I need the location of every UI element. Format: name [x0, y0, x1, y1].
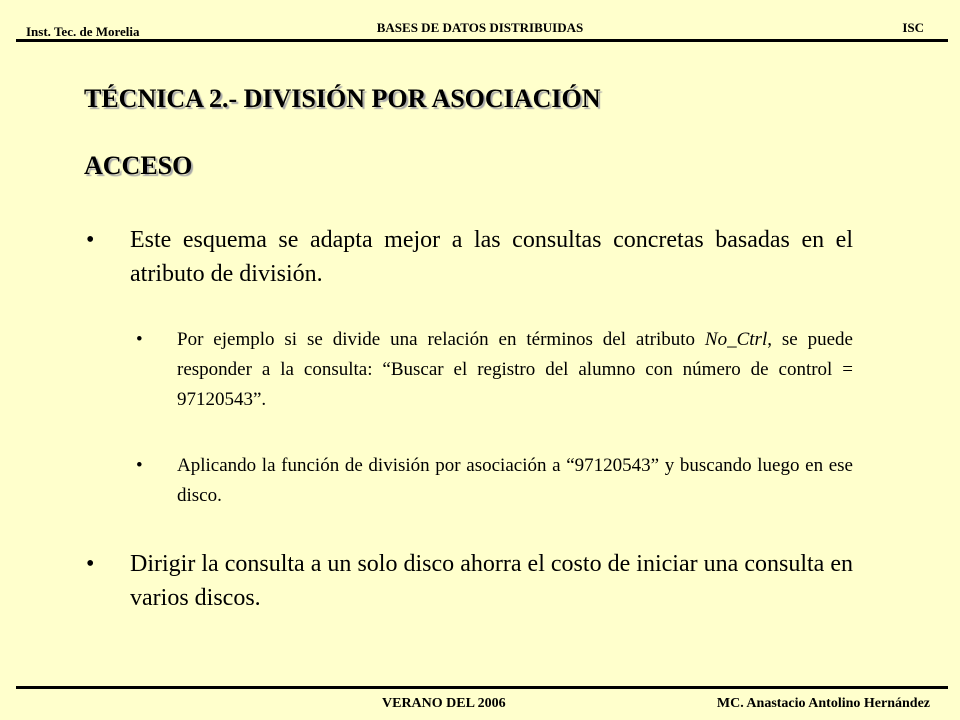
sub-bullet-marker: •	[136, 329, 143, 350]
bullet-marker: •	[86, 551, 95, 577]
bullet-text-1: Este esquema se adapta mejor a las consultas concretas basadas en el atributo de división.	[130, 227, 853, 287]
bullet-text-2: Dirigir la consulta a un solo disco ahorra el costo de iniciar una consulta en varios discos.	[130, 551, 853, 611]
sub-bullet-marker: •	[136, 455, 143, 476]
attribute-name: No_Ctrl	[704, 329, 768, 350]
sub-bullet-text-1-post: , se puede responder a la consulta: “Buscar el registro del alumno con número de control = 97120543”.	[177, 329, 853, 410]
sub-bullet-text-1-pre: Por ejemplo si se divide una relación en términos del atributo	[177, 329, 705, 350]
bullet-marker: •	[86, 227, 95, 253]
header-divider	[16, 39, 948, 42]
slide-title: TÉCNICA 2.- DIVISIÓN POR ASOCIACIÓN	[84, 84, 601, 113]
header-institution: Inst. Tec. de Morelia	[26, 24, 140, 39]
header-program: ISC	[902, 20, 924, 35]
sub-bullet-text-2: Aplicando la función de división por asociación a “97120543” y buscando luego en ese disco.	[177, 455, 853, 506]
footer-term: VERANO DEL 2006	[382, 696, 506, 711]
header-course: BASES DE DATOS DISTRIBUIDAS	[376, 20, 584, 35]
sub-bullet-text-1	[177, 325, 853, 415]
footer-divider	[16, 686, 948, 689]
slide-subtitle: ACCESO	[84, 151, 193, 180]
footer-author: MC. Anastacio Antolino Hernández	[716, 696, 930, 711]
